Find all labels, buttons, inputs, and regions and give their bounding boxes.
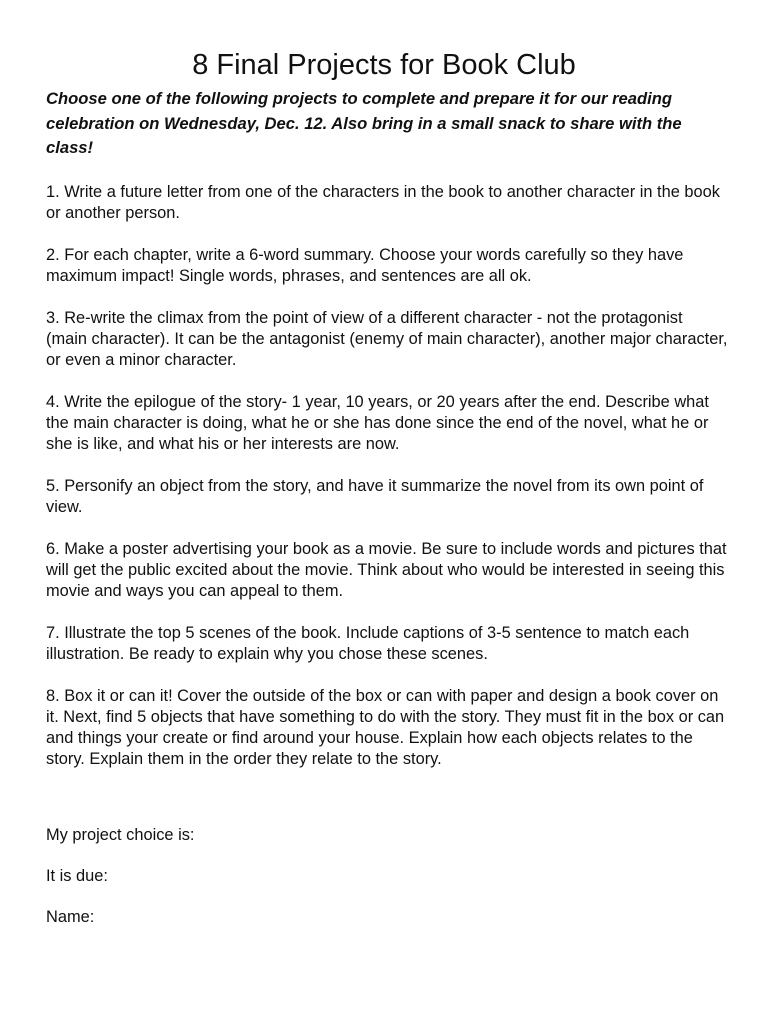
page-title: 8 Final Projects for Book Club bbox=[192, 49, 576, 81]
project-item-4: 4. Write the epilogue of the story- 1 year, 10 years, or 20 years after the end. Describe what the main character is doing, what he or she has done since the end of the novel, what he or she is like, and what his or her interests are now. bbox=[46, 393, 709, 453]
name-label: Name: bbox=[46, 908, 95, 926]
project-item-5: 5. Personify an object from the story, and have it summarize the novel from its own point of view. bbox=[46, 477, 704, 516]
project-item-6: 6. Make a poster advertising your book as a movie. Be sure to include words and pictures that will get the public excited about the movie. Think about who would be interested in seeing this movie and ways you can appeal to them. bbox=[46, 540, 727, 600]
project-choice-label: My project choice is: bbox=[46, 826, 195, 844]
due-date-label: It is due: bbox=[46, 867, 108, 885]
project-item-7: 7. Illustrate the top 5 scenes of the book. Include captions of 3-5 sentence to match each illustration. Be ready to explain why you chose these scenes. bbox=[46, 624, 690, 663]
project-item-2: 2. For each chapter, write a 6-word summary. Choose your words carefully so they have maximum impact! Single words, phrases, and sentences are all ok. bbox=[46, 246, 684, 285]
intro-instructions: Choose one of the following projects to complete and prepare it for our reading celebration on Wednesday, Dec. 12. Also bring in a small snack to share with the class! bbox=[46, 89, 682, 157]
project-list bbox=[46, 182, 728, 791]
project-item-1: 1. Write a future letter from one of the characters in the book to another character in the book or another person. bbox=[46, 183, 720, 222]
project-item-8: 8. Box it or can it! Cover the outside of the box or can with paper and design a book cover on it. Next, find 5 objects that have something to do with the story. They must fit in the box or can and things your create or find around your house. Explain how each objects relates to the story. Explain them in the order they relate to the story. bbox=[46, 687, 725, 768]
project-item-3: 3. Re-write the climax from the point of view of a different character - not the protagonist (main character). It can be the antagonist (enemy of main character), another major character, or even a minor character. bbox=[46, 309, 728, 369]
